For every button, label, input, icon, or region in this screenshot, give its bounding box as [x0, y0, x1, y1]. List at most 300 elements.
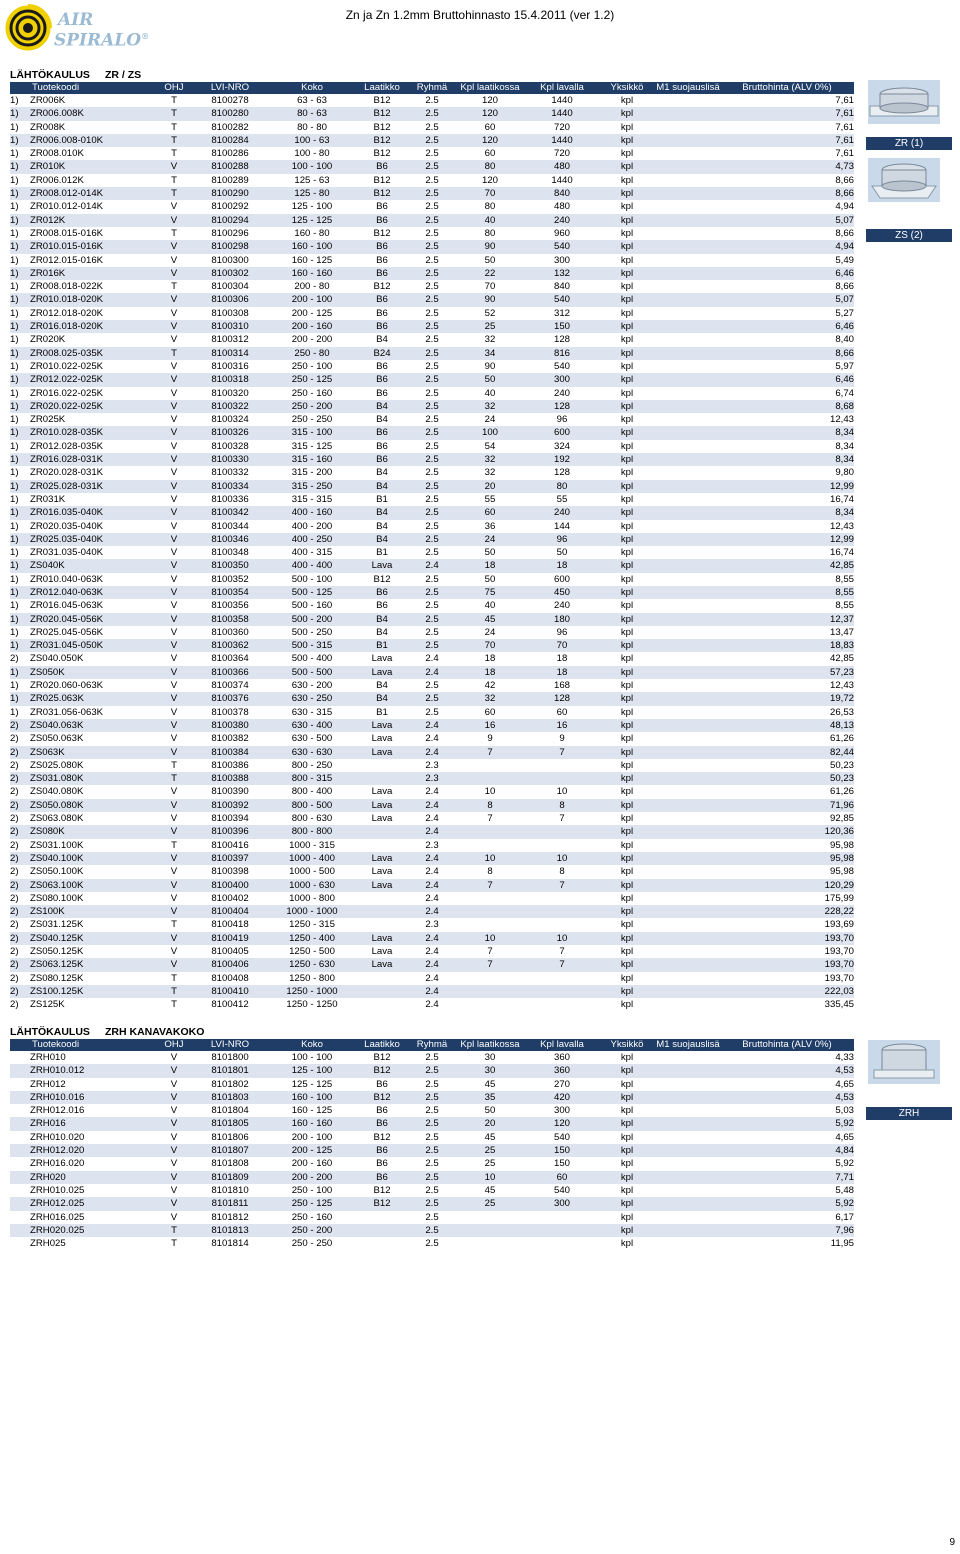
unit-cell: kpl: [598, 666, 656, 679]
row-note-cell: 1): [10, 414, 19, 426]
duct-collar-zr-icon: [868, 80, 940, 124]
qty-per-pallet-cell: 600: [553, 573, 570, 585]
qty-per-pallet-cell: [526, 998, 598, 1011]
ohj-cell: V: [170, 493, 178, 505]
ohj-cell: V: [158, 1064, 190, 1077]
col-bruttohinta: Bruttohinta (ALV 0%): [720, 82, 854, 94]
table-row: [10, 972, 854, 985]
ohj-cell: V: [170, 360, 178, 372]
gross-price-cell: 8,34: [720, 453, 854, 466]
lvi-nro-cell: 8100288: [190, 160, 270, 173]
m1-surcharge-cell: [656, 1157, 720, 1170]
lvi-nro-cell: 8101809: [190, 1171, 270, 1184]
ohj-cell: V: [158, 453, 190, 466]
m1-surcharge-cell: [656, 1117, 720, 1130]
side-label-zrh: ZRH: [866, 1107, 952, 1120]
box-type-cell: [354, 1211, 410, 1224]
lvi-nro-cell: 8100362: [190, 639, 270, 652]
table-row: [10, 1078, 854, 1091]
lvi-nro-cell: 8100316: [211, 360, 249, 372]
qty-per-pallet-cell: 1440: [526, 134, 598, 147]
m1-surcharge-cell: [656, 945, 720, 958]
table-row: [10, 1171, 854, 1184]
qty-per-box-cell: [454, 905, 526, 918]
product-code-cell: ZS031.125K: [30, 919, 84, 931]
qty-per-box-cell: 25: [454, 1197, 526, 1210]
duct-collar-zrh-icon: [868, 1040, 940, 1084]
ohj-cell: V: [158, 240, 190, 253]
lvi-nro-cell: 8100374: [211, 680, 249, 692]
table-row: [10, 1131, 854, 1144]
qty-per-pallet-cell: 150: [553, 1158, 570, 1170]
ohj-cell: T: [158, 772, 190, 785]
row-note-cell: [10, 1184, 30, 1197]
product-code-cell: ZR016.045-063K: [30, 600, 104, 612]
product-code-cell: ZS040.063K: [30, 719, 158, 732]
m1-surcharge-cell: [656, 214, 720, 227]
box-type-cell: B12: [354, 187, 410, 200]
lvi-nro-cell: 8100308: [211, 307, 249, 319]
row-note-cell: 1): [10, 320, 30, 333]
qty-per-box-cell: 9: [487, 733, 493, 745]
m1-surcharge-cell: [656, 812, 720, 825]
table-row: [10, 746, 854, 759]
m1-surcharge-cell: [656, 825, 720, 838]
qty-per-pallet-cell: [526, 839, 598, 852]
unit-cell: kpl: [598, 852, 656, 865]
ohj-cell: T: [171, 227, 177, 239]
qty-per-pallet-cell: 360: [526, 1064, 598, 1077]
unit-cell: kpl: [598, 506, 656, 519]
qty-per-pallet-cell: [526, 905, 598, 918]
unit-cell: kpl: [598, 533, 656, 546]
table-row: [10, 1051, 854, 1064]
gross-price-cell: 12,43: [829, 520, 854, 532]
row-note-cell: 1): [10, 214, 30, 227]
table-row: [10, 719, 854, 732]
m1-surcharge-cell: [656, 1184, 720, 1197]
qty-per-pallet-cell: 300: [526, 373, 598, 386]
group-cell: 2.5: [425, 706, 439, 718]
col-kpl-lavalla: Kpl lavalla: [526, 82, 598, 94]
box-type-cell: B4: [376, 520, 388, 532]
unit-cell: kpl: [620, 1078, 634, 1090]
table-row: [10, 453, 854, 466]
box-type-cell: B12: [354, 1091, 410, 1104]
box-type-cell: B12: [373, 227, 391, 239]
qty-per-pallet-cell: 1440: [526, 107, 598, 120]
product-code-cell: ZR006.008K: [30, 107, 158, 120]
gross-price-cell: 12,99: [720, 480, 854, 493]
product-code-cell: ZR031.035-040K: [30, 547, 104, 559]
box-type-cell: B4: [376, 334, 388, 346]
product-code-cell: ZR025.028-031K: [30, 480, 158, 493]
group-cell: 2.5: [425, 573, 439, 585]
size-cell: 200 - 200: [291, 334, 333, 346]
product-code-cell: ZS063.100K: [30, 879, 158, 892]
m1-surcharge-cell: [656, 480, 720, 493]
ohj-cell: T: [158, 187, 190, 200]
gross-price-cell: 193,70: [720, 958, 854, 971]
size-cell: 500 - 500: [270, 666, 354, 679]
unit-cell: kpl: [598, 480, 656, 493]
qty-per-pallet-cell: 60: [556, 706, 568, 718]
product-code-cell: ZS063K: [30, 746, 158, 759]
group-cell: 2.4: [410, 559, 454, 572]
lvi-nro-cell: 8100382: [211, 733, 249, 745]
group-cell: 2.5: [425, 520, 439, 532]
col-koko: Koko: [270, 82, 354, 94]
size-cell: 125 - 125: [270, 214, 354, 227]
ohj-cell: V: [170, 892, 178, 904]
unit-cell: kpl: [620, 626, 634, 638]
box-type-cell: B12: [373, 121, 391, 133]
row-note-cell: 1): [10, 134, 30, 147]
table-row: [10, 985, 854, 998]
m1-surcharge-cell: [656, 1078, 720, 1091]
row-note-cell: [10, 1197, 30, 1210]
table-row: [10, 94, 854, 107]
gross-price-cell: 8,34: [835, 440, 854, 452]
product-code-cell: ZS080K: [30, 825, 158, 838]
ohj-cell: V: [158, 1117, 190, 1130]
table-row: [10, 1211, 854, 1224]
unit-cell: kpl: [598, 1224, 656, 1237]
ohj-cell: V: [170, 680, 178, 692]
size-cell: 200 - 200: [270, 1171, 354, 1184]
qty-per-pallet-cell: 80: [526, 480, 598, 493]
qty-per-pallet-cell: [526, 1224, 598, 1237]
qty-per-box-cell: [454, 1237, 526, 1250]
box-type-cell: B1: [354, 639, 410, 652]
row-note-cell: [10, 1078, 30, 1091]
product-code-cell: ZS063.080K: [30, 813, 84, 825]
lvi-nro-cell: 8101804: [211, 1105, 249, 1117]
table-row: [10, 799, 854, 812]
unit-cell: kpl: [620, 919, 634, 931]
table-row: [10, 1064, 854, 1077]
box-type-cell: [354, 892, 410, 905]
box-type-cell: Lava: [371, 866, 393, 878]
product-code-cell: ZR008.025-035K: [30, 347, 158, 360]
product-code-cell: ZR010K: [30, 160, 158, 173]
unit-cell: kpl: [598, 958, 656, 971]
lvi-nro-cell: 8100314: [190, 347, 270, 360]
lvi-nro-cell: 8100396: [190, 825, 270, 838]
gross-price-cell: 8,34: [720, 506, 854, 519]
group-cell: 2.5: [410, 347, 454, 360]
row-note-cell: 1): [10, 493, 19, 505]
size-cell: 200 - 125: [270, 1144, 354, 1157]
size-cell: 1000 - 500: [289, 866, 335, 878]
gross-price-cell: 8,55: [720, 586, 854, 599]
qty-per-box-cell: [454, 892, 526, 905]
unit-cell: kpl: [598, 879, 656, 892]
qty-per-box-cell: 120: [454, 134, 526, 147]
unit-cell: kpl: [598, 187, 656, 200]
group-cell: 2.4: [425, 892, 439, 904]
unit-cell: kpl: [598, 586, 656, 599]
qty-per-pallet-cell: 120: [526, 1117, 598, 1130]
group-cell: 2.5: [410, 400, 454, 413]
box-type-cell: [354, 1224, 410, 1237]
unit-cell: kpl: [620, 547, 634, 559]
qty-per-pallet-cell: 180: [526, 613, 598, 626]
unit-cell: kpl: [598, 1117, 656, 1130]
box-type-cell: [354, 905, 410, 918]
table-row: [10, 134, 854, 147]
m1-surcharge-cell: [656, 865, 720, 878]
col-laatikko: Laatikko: [354, 82, 410, 94]
gross-price-cell: 120,36: [720, 825, 854, 838]
unit-cell: kpl: [620, 227, 634, 239]
unit-cell: kpl: [598, 426, 656, 439]
product-code-cell: ZS025.080K: [30, 759, 84, 771]
size-cell: 800 - 800: [270, 825, 354, 838]
group-cell: 2.5: [410, 373, 454, 386]
section-title: LÄHTÖKAULUS ZRH KANAVAKOKO: [10, 1026, 205, 1038]
section-title: LÄHTÖKAULUS ZR / ZS: [10, 69, 142, 81]
m1-surcharge-cell: [656, 174, 720, 187]
m1-surcharge-cell: [656, 107, 720, 120]
row-note-cell: 1): [10, 281, 19, 293]
product-code-cell: ZR016.022-025K: [30, 387, 104, 399]
group-cell: 2.4: [410, 958, 454, 971]
table-row: [10, 493, 854, 506]
box-type-cell: [354, 772, 410, 785]
m1-surcharge-cell: [656, 998, 720, 1011]
unit-cell: kpl: [598, 692, 656, 705]
row-note-cell: 1): [10, 293, 30, 306]
unit-cell: kpl: [620, 95, 634, 106]
qty-per-box-cell: 20: [454, 480, 526, 493]
duct-collar-zs-icon: [868, 158, 940, 202]
gross-price-cell: 71,96: [720, 799, 854, 812]
qty-per-box-cell: 90: [454, 293, 526, 306]
table-row: [10, 639, 854, 652]
gross-price-cell: 8,34: [720, 426, 854, 439]
size-cell: 630 - 200: [291, 680, 333, 692]
qty-per-pallet-cell: 70: [526, 639, 598, 652]
m1-surcharge-cell: [656, 652, 720, 665]
group-cell: 2.5: [425, 1078, 439, 1090]
lvi-nro-cell: 8100284: [190, 134, 270, 147]
qty-per-box-cell: 45: [484, 1078, 496, 1090]
box-type-cell: B4: [354, 613, 410, 626]
ohj-cell: V: [170, 1078, 178, 1090]
size-cell: 100 - 100: [270, 160, 354, 173]
qty-per-box-cell: 40: [454, 214, 526, 227]
qty-per-pallet-cell: 240: [526, 506, 598, 519]
row-note-cell: 1): [10, 440, 19, 452]
ohj-cell: V: [158, 746, 190, 759]
m1-surcharge-cell: [656, 599, 720, 612]
m1-surcharge-cell: [656, 400, 720, 413]
qty-per-pallet-cell: [526, 1237, 598, 1250]
size-cell: 800 - 400: [291, 786, 333, 798]
qty-per-box-cell: 60: [484, 121, 496, 133]
row-note-cell: 1): [10, 334, 19, 346]
unit-cell: kpl: [620, 174, 634, 186]
qty-per-pallet-cell: 420: [526, 1091, 598, 1104]
size-cell: 1250 - 500: [289, 946, 335, 957]
row-note-cell: 2): [10, 825, 30, 838]
product-code-cell: ZR025.045-056K: [30, 626, 104, 638]
row-note-cell: 1): [10, 520, 19, 532]
gross-price-cell: 57,23: [720, 666, 854, 679]
unit-cell: kpl: [620, 999, 634, 1011]
qty-per-box-cell: 32: [484, 334, 496, 346]
gross-price-cell: 7,96: [720, 1224, 854, 1237]
m1-surcharge-cell: [656, 1171, 720, 1184]
qty-per-box-cell: [454, 839, 526, 852]
unit-cell: kpl: [598, 799, 656, 812]
table-row: [10, 879, 854, 892]
qty-per-pallet-cell: 720: [553, 148, 570, 160]
table-row: [10, 267, 854, 280]
lvi-nro-cell: 8100278: [211, 95, 249, 106]
box-type-cell: B6: [354, 1144, 410, 1157]
product-code-cell: ZR025K: [30, 414, 66, 426]
gross-price-cell: 92,85: [829, 813, 854, 825]
group-cell: 2.4: [425, 813, 439, 825]
row-note-cell: 1): [10, 387, 19, 399]
qty-per-box-cell: 40: [484, 387, 496, 399]
product-code-cell: ZS040.080K: [30, 786, 84, 798]
ohj-cell: V: [158, 559, 190, 572]
size-cell: 250 - 100: [291, 1184, 333, 1196]
row-note-cell: 1): [10, 533, 30, 546]
box-type-cell: B6: [376, 1078, 388, 1090]
product-code-cell: ZS031.100K: [30, 839, 84, 851]
size-cell: 500 - 100: [291, 573, 333, 585]
qty-per-pallet-cell: 16: [526, 719, 598, 732]
gross-price-cell: 8,66: [835, 281, 854, 293]
gross-price-cell: 5,27: [835, 307, 854, 319]
row-note-cell: [10, 1117, 30, 1130]
m1-surcharge-cell: [656, 732, 720, 745]
row-note-cell: 1): [10, 400, 30, 413]
ohj-cell: T: [171, 919, 177, 931]
box-type-cell: B24: [354, 347, 410, 360]
qty-per-box-cell: 18: [454, 559, 526, 572]
row-note-cell: [10, 1144, 30, 1157]
lvi-nro-cell: 8100332: [211, 467, 249, 479]
table-row: [10, 1197, 854, 1210]
qty-per-pallet-cell: 9: [559, 733, 565, 745]
qty-per-box-cell: 70: [454, 639, 526, 652]
ohj-cell: V: [170, 1184, 178, 1196]
lvi-nro-cell: 8100300: [211, 254, 249, 266]
product-code-cell: ZR010.015-016K: [30, 240, 158, 253]
ohj-cell: T: [158, 985, 190, 998]
qty-per-box-cell: 60: [454, 506, 526, 519]
size-cell: 200 - 160: [270, 320, 354, 333]
group-cell: 2.4: [425, 786, 439, 798]
row-note-cell: 1): [10, 666, 30, 679]
gross-price-cell: 8,66: [720, 187, 854, 200]
qty-per-pallet-cell: 10: [526, 932, 598, 945]
gross-price-cell: 7,61: [720, 134, 854, 147]
unit-cell: kpl: [598, 453, 656, 466]
box-type-cell: [354, 998, 410, 1011]
lvi-nro-cell: 8100410: [190, 985, 270, 998]
group-cell: 2.4: [410, 666, 454, 679]
box-type-cell: Lava: [354, 852, 410, 865]
unit-cell: kpl: [620, 972, 634, 984]
qty-per-pallet-cell: 324: [553, 440, 570, 452]
product-code-cell: ZR008K: [30, 121, 66, 133]
qty-per-pallet-cell: 450: [526, 586, 598, 599]
product-code-cell: ZS031.080K: [30, 772, 158, 785]
group-cell: 2.5: [425, 1131, 439, 1143]
ohj-cell: V: [170, 547, 178, 559]
lvi-nro-cell: 8100384: [190, 746, 270, 759]
qty-per-pallet-cell: 96: [556, 626, 568, 638]
table-row: [10, 932, 854, 945]
group-cell: 2.5: [410, 1197, 454, 1210]
box-type-cell: Lava: [354, 559, 410, 572]
table-row: [10, 520, 854, 533]
col-tuotekoodi: Tuotekoodi: [10, 82, 158, 94]
table-row: [10, 121, 854, 134]
box-type-cell: B4: [376, 414, 388, 426]
gross-price-cell: 6,46: [720, 373, 854, 386]
size-cell: 250 - 250: [291, 1238, 333, 1250]
box-type-cell: B6: [354, 1117, 410, 1130]
ohj-cell: T: [171, 999, 177, 1011]
box-type-cell: Lava: [371, 653, 393, 665]
col-yksikko: Yksikkö: [598, 82, 656, 94]
group-cell: 2.5: [410, 134, 454, 147]
ohj-cell: V: [158, 1197, 190, 1210]
qty-per-box-cell: 32: [454, 400, 526, 413]
gross-price-cell: 4,94: [720, 240, 854, 253]
lvi-nro-cell: 8100302: [190, 267, 270, 280]
product-code-cell: ZRH025: [30, 1238, 66, 1250]
qty-per-pallet-cell: 150: [526, 1144, 598, 1157]
unit-cell: kpl: [598, 320, 656, 333]
qty-per-pallet-cell: [526, 985, 598, 998]
row-note-cell: 2): [10, 999, 19, 1011]
lvi-nro-cell: 8100376: [190, 692, 270, 705]
m1-surcharge-cell: [656, 1131, 720, 1144]
unit-cell: kpl: [620, 360, 634, 372]
unit-cell: kpl: [620, 440, 634, 452]
product-code-cell: ZS050.080K: [30, 799, 158, 812]
ohj-cell: V: [170, 600, 178, 612]
qty-per-box-cell: 50: [484, 573, 496, 585]
group-cell: 2.5: [410, 240, 454, 253]
group-cell: 2.5: [425, 1052, 439, 1063]
table-row: [10, 227, 854, 240]
m1-surcharge-cell: [656, 240, 720, 253]
gross-price-cell: 42,85: [829, 653, 854, 665]
ohj-cell: V: [170, 1211, 178, 1223]
lvi-nro-cell: 8101808: [211, 1158, 249, 1170]
ohj-cell: V: [170, 307, 178, 319]
box-type-cell: [354, 839, 410, 852]
group-cell: 2.5: [410, 639, 454, 652]
row-note-cell: 1): [10, 95, 19, 106]
ohj-cell: V: [158, 613, 190, 626]
col-laatikko: Laatikko: [354, 1039, 410, 1051]
qty-per-box-cell: 50: [454, 373, 526, 386]
qty-per-pallet-cell: 128: [553, 334, 570, 346]
product-code-cell: ZS040.050K: [30, 653, 84, 665]
group-cell: 2.4: [410, 799, 454, 812]
lvi-nro-cell: 8100366: [190, 666, 270, 679]
